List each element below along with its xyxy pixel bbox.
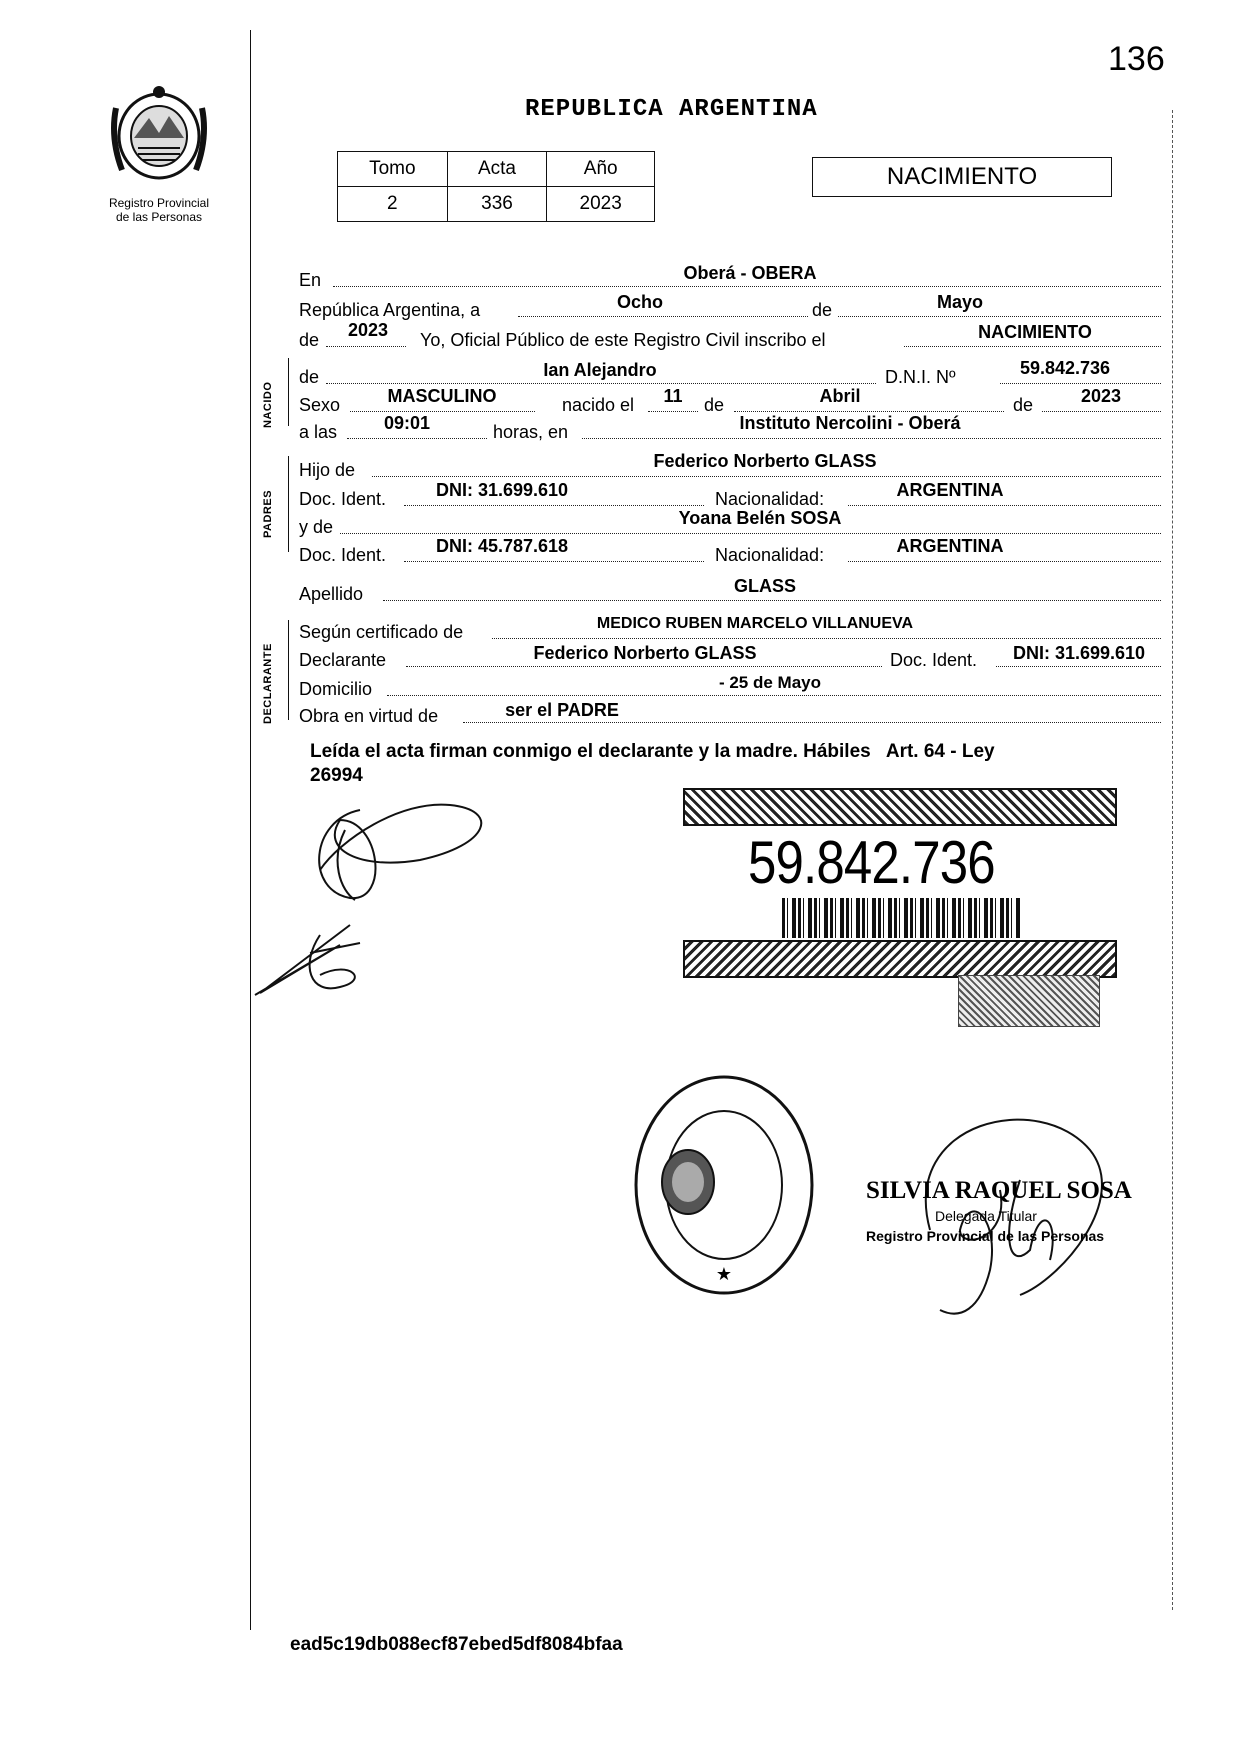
dots-sexo bbox=[350, 411, 535, 412]
value-madre: Yoana Belén SOSA bbox=[678, 508, 842, 528]
dots-dni bbox=[1000, 383, 1161, 384]
value-en: Oberá - OBERA bbox=[683, 263, 817, 283]
barcode-bars bbox=[782, 898, 1022, 938]
mother-signature bbox=[250, 905, 390, 1005]
value-doc-1: DNI: 31.699.610 bbox=[435, 480, 569, 500]
value-domicilio: - 25 de Mayo bbox=[718, 673, 822, 692]
ref-header-acta: Acta bbox=[447, 152, 547, 187]
label-oficial: Yo, Oficial Público de este Registro Civil inscribo el bbox=[420, 330, 826, 350]
dots-certificado bbox=[492, 638, 1161, 639]
legal-note-line2: 26994 bbox=[310, 765, 363, 786]
declarante-section-bar bbox=[288, 620, 289, 720]
label-doc-ident-1: Doc. Ident. bbox=[299, 489, 387, 509]
label-de-5: de bbox=[1013, 395, 1034, 415]
left-margin-line bbox=[250, 30, 251, 1630]
province-logo bbox=[104, 78, 214, 188]
value-dia: Ocho bbox=[616, 292, 663, 312]
dots-nac-2 bbox=[848, 561, 1161, 562]
dots-doc-2 bbox=[404, 561, 704, 562]
label-obra: Obra en virtud de bbox=[299, 706, 439, 726]
dots-nombre bbox=[326, 383, 876, 384]
label-segun: Según certificado de bbox=[299, 622, 464, 642]
nacido-section-bar bbox=[288, 358, 289, 426]
declarant-signature bbox=[300, 790, 510, 910]
label-nacionalidad-2: Nacionalidad: bbox=[715, 545, 825, 565]
value-nacionalidad-1: ARGENTINA bbox=[896, 480, 1004, 500]
dots-padre bbox=[372, 476, 1161, 477]
value-anio: 2023 bbox=[347, 320, 389, 340]
value-dni: 59.842.736 bbox=[1019, 358, 1111, 378]
dots-lugar bbox=[582, 438, 1161, 439]
logo-caption-line1: Registro Provincial bbox=[108, 196, 210, 210]
label-domicilio: Domicilio bbox=[299, 679, 373, 699]
dots-nac-dia bbox=[648, 411, 698, 412]
ref-value-tomo: 2 bbox=[338, 187, 448, 222]
label-apellido: Apellido bbox=[299, 584, 364, 604]
dots-hora bbox=[347, 438, 487, 439]
label-nacionalidad-1: Nacionalidad: bbox=[715, 489, 825, 509]
padres-section-bar bbox=[288, 456, 289, 552]
value-hora: 09:01 bbox=[383, 413, 431, 433]
dots-nac-1 bbox=[848, 505, 1161, 506]
official-office: Registro Provincial de las Personas bbox=[866, 1228, 1105, 1244]
value-nacionalidad-2: ARGENTINA bbox=[896, 536, 1004, 556]
label-declarante: Declarante bbox=[299, 650, 387, 670]
value-certificado: MEDICO RUBEN MARCELO VILLANUEVA bbox=[596, 615, 914, 632]
ref-header-tomo: Tomo bbox=[338, 152, 448, 187]
reference-table bbox=[337, 151, 655, 222]
dots-madre bbox=[340, 533, 1161, 534]
ref-value-anio: 2023 bbox=[547, 187, 655, 222]
section-label-nacido: NACIDO bbox=[262, 381, 274, 428]
dots-declarante bbox=[406, 666, 882, 667]
value-nac-mes: Abril bbox=[819, 386, 861, 406]
label-horas: horas, en bbox=[493, 422, 569, 442]
record-type-box: NACIMIENTO bbox=[812, 157, 1112, 197]
value-mes: Mayo bbox=[936, 292, 983, 312]
value-nac-anio: 2023 bbox=[1080, 386, 1122, 406]
value-declarante: Federico Norberto GLASS bbox=[533, 643, 757, 663]
label-nacido: nacido el bbox=[562, 395, 635, 415]
label-de-4: de bbox=[704, 395, 725, 415]
barcode-bottom-band bbox=[683, 940, 1117, 978]
official-seal bbox=[628, 1070, 820, 1300]
document-hash: ead5c19db088ecf87ebed5df8084bfaa bbox=[290, 1634, 623, 1655]
value-acto: NACIMIENTO bbox=[978, 322, 1092, 342]
value-apellido: GLASS bbox=[733, 576, 796, 596]
official-role: Delegada Titular bbox=[935, 1208, 1037, 1224]
dots-en bbox=[333, 286, 1161, 287]
legal-note bbox=[310, 740, 1140, 788]
label-republica: República Argentina, a bbox=[299, 300, 481, 320]
section-label-padres: PADRES bbox=[262, 489, 274, 538]
value-nombre: Ian Alejandro bbox=[543, 360, 657, 380]
dots-doc-3 bbox=[996, 666, 1161, 667]
label-hijo: Hijo de bbox=[299, 460, 356, 480]
label-alas: a las bbox=[299, 422, 338, 442]
document-title: REPUBLICA ARGENTINA bbox=[525, 96, 818, 123]
value-sexo: MASCULINO bbox=[387, 386, 497, 406]
value-lugar: Instituto Nercolini - Oberá bbox=[739, 413, 961, 433]
value-doc-3: DNI: 31.699.610 bbox=[1012, 643, 1146, 663]
value-obra: ser el PADRE bbox=[505, 700, 619, 720]
ref-header-anio: Año bbox=[547, 152, 655, 187]
label-en: En bbox=[299, 270, 322, 290]
dots-mes bbox=[838, 316, 1161, 317]
barcode-top-band bbox=[683, 788, 1117, 826]
dots-doc-1 bbox=[404, 505, 704, 506]
dots-nac-mes bbox=[734, 411, 1004, 412]
label-dni: D.N.I. Nº bbox=[885, 367, 956, 387]
official-name: SILVIA RAQUEL SOSA bbox=[866, 1177, 1132, 1204]
section-label-declarante: DECLARANTE bbox=[262, 643, 274, 724]
label-doc-ident-2: Doc. Ident. bbox=[299, 545, 387, 565]
dots-anio bbox=[326, 346, 406, 347]
ref-value-acta: 336 bbox=[447, 187, 547, 222]
page-number: 136 bbox=[1108, 40, 1165, 78]
svg-text:★: ★ bbox=[715, 1264, 733, 1284]
legal-note-line1: Leída el acta firman conmigo el declarante y la madre. Hábiles Art. 64 - Ley bbox=[310, 741, 995, 762]
logo-caption-line2: de las Personas bbox=[115, 210, 203, 224]
label-doc-ident-3: Doc. Ident. bbox=[890, 650, 978, 670]
dots-dia bbox=[518, 316, 808, 317]
label-y-de: y de bbox=[299, 517, 334, 537]
label-sexo: Sexo bbox=[299, 395, 341, 415]
security-hologram bbox=[958, 975, 1100, 1027]
value-nac-dia: 11 bbox=[663, 386, 683, 406]
logo-caption bbox=[88, 196, 230, 224]
label-de-1: de bbox=[812, 300, 833, 320]
barcode-number: 59.842.736 bbox=[748, 829, 995, 896]
label-de-2: de bbox=[299, 330, 320, 350]
dots-domicilio bbox=[387, 695, 1161, 696]
dots-acto bbox=[904, 346, 1161, 347]
right-margin-line bbox=[1172, 110, 1173, 1610]
dots-nac-anio bbox=[1042, 411, 1161, 412]
value-doc-2: DNI: 45.787.618 bbox=[435, 536, 569, 556]
value-padre: Federico Norberto GLASS bbox=[653, 451, 877, 471]
label-de-3: de bbox=[299, 367, 320, 387]
dots-apellido bbox=[383, 600, 1161, 601]
dots-obra bbox=[463, 722, 1161, 723]
